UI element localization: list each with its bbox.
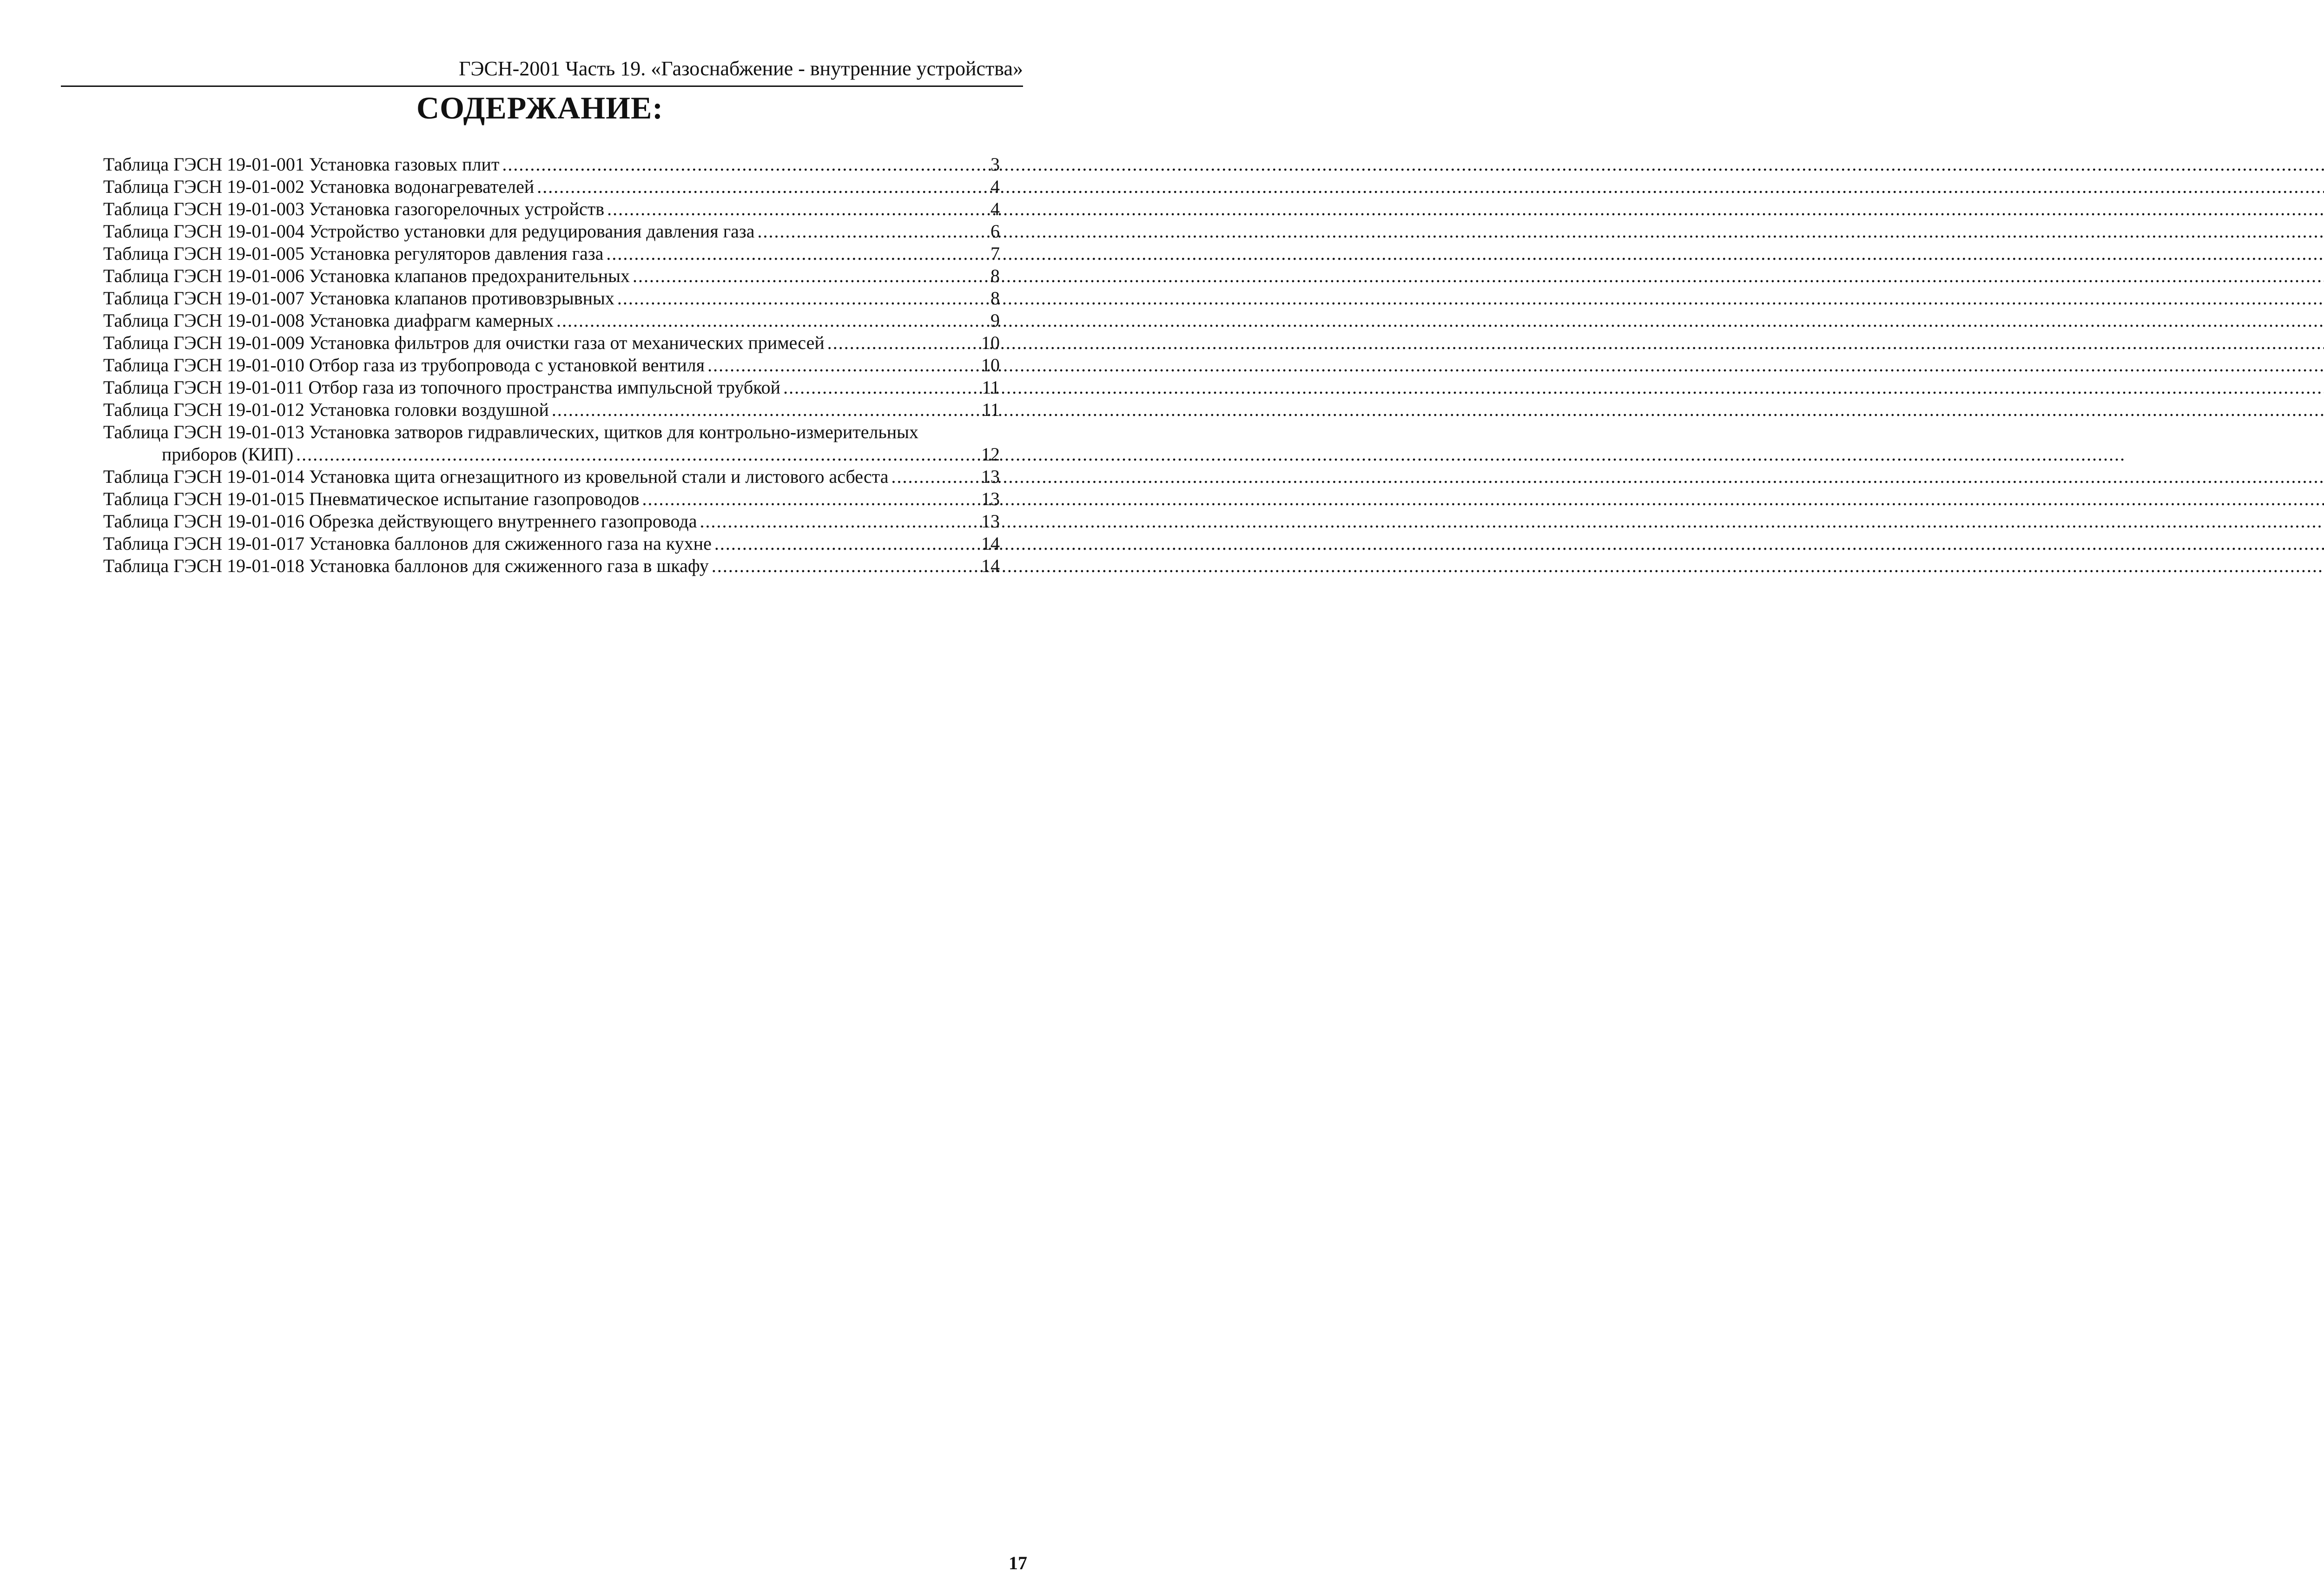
toc-entry-page: 13 xyxy=(981,488,1000,509)
dot-leader xyxy=(891,466,978,488)
toc-entry-label: Таблица ГЭСН 19-01-007 Установка клапанов противовзрывных xyxy=(103,288,614,309)
toc-entry[interactable] xyxy=(103,243,1000,265)
toc-entry-label: Таблица ГЭСН 19-01-015 Пневматическое испытание газопроводов xyxy=(103,488,640,509)
running-header xyxy=(61,57,1023,87)
toc-entry-label: Таблица ГЭСН 19-01-001 Установка газовых плит xyxy=(103,154,500,175)
dot-leader xyxy=(556,309,978,332)
dot-leader xyxy=(827,332,978,354)
dot-leader xyxy=(783,376,978,399)
dot-leader xyxy=(707,354,978,376)
toc-entry[interactable] xyxy=(103,376,1000,399)
toc-entry-page: 14 xyxy=(981,555,1000,576)
toc-entry[interactable] xyxy=(103,510,1000,533)
toc-entry-page: 6 xyxy=(990,221,1000,242)
toc-entry-label: Таблица ГЭСН 19-01-018 Установка баллонов для сжиженного газа в шкафу xyxy=(103,555,709,576)
toc-entry-label: Таблица ГЭСН 19-01-014 Установка щита огнезащитного из кровельной стали и листового асбеста xyxy=(103,466,889,487)
toc-entry-page: 7 xyxy=(990,243,1000,264)
toc-entry-label: Таблица ГЭСН 19-01-012 Установка головки воздушной xyxy=(103,399,549,420)
table-of-contents xyxy=(103,153,1000,577)
dot-leader xyxy=(606,243,978,265)
toc-entry-page: 10 xyxy=(981,355,1000,375)
toc-entry-page: 13 xyxy=(981,511,1000,532)
toc-entry-page: 3 xyxy=(990,154,1000,175)
toc-entry-label: Таблица ГЭСН 19-01-016 Обрезка действующего внутреннего газопровода xyxy=(103,511,697,532)
toc-entry-page: 11 xyxy=(982,377,1000,398)
page-number: 17 xyxy=(1009,1553,1027,1573)
toc-entry[interactable] xyxy=(103,533,1000,555)
toc-entry-label: Таблица ГЭСН 19-01-003 Установка газогорелочных устройств xyxy=(103,198,605,219)
dot-leader xyxy=(700,510,978,533)
toc-entry[interactable] xyxy=(103,466,1000,488)
dot-leader xyxy=(633,265,978,287)
page-title: СОДЕРЖАНИЕ: xyxy=(416,90,664,125)
dot-leader xyxy=(537,176,978,198)
running-header-text: ГЭСН-2001 Часть 19. «Газоснабжение - внутренние устройства» xyxy=(459,57,1023,80)
toc-entry-page: 8 xyxy=(990,288,1000,309)
toc-entry[interactable] xyxy=(103,488,1000,510)
dot-leader xyxy=(617,287,978,309)
toc-entry-label: Таблица ГЭСН 19-01-017 Установка баллонов для сжиженного газа на кухне xyxy=(103,533,712,554)
toc-entry-label: Таблица ГЭСН 19-01-006 Установка клапанов предохранительных xyxy=(103,265,630,286)
toc-entry-page: 12 xyxy=(981,444,1000,465)
toc-entry-page: 11 xyxy=(982,399,1000,420)
toc-entry[interactable] xyxy=(103,176,1000,198)
toc-entry[interactable] xyxy=(103,332,1000,354)
toc-entry-label: Таблица ГЭСН 19-01-004 Устройство установки для редуцирования давления газа xyxy=(103,221,755,242)
toc-entry-line2 xyxy=(103,443,1000,466)
dot-leader xyxy=(552,399,978,421)
toc-entry-page: 9 xyxy=(990,310,1000,331)
toc-entry[interactable] xyxy=(103,265,1000,287)
toc-entry-page: 4 xyxy=(990,198,1000,219)
toc-entry-page: 14 xyxy=(981,533,1000,554)
toc-entry-page: 4 xyxy=(990,176,1000,197)
toc-entry[interactable] xyxy=(103,153,1000,176)
toc-entry-multiline[interactable] xyxy=(103,421,1000,466)
toc-entry[interactable] xyxy=(103,287,1000,309)
toc-entry[interactable] xyxy=(103,220,1000,243)
toc-entry-label: Таблица ГЭСН 19-01-010 Отбор газа из трубопровода с установкой вентиля xyxy=(103,355,705,375)
dot-leader xyxy=(296,443,978,466)
toc-entry[interactable] xyxy=(103,555,1000,577)
toc-entry[interactable] xyxy=(103,309,1000,332)
toc-entry[interactable] xyxy=(103,354,1000,376)
dot-leader xyxy=(712,555,978,577)
dot-leader xyxy=(714,533,978,555)
dot-leader xyxy=(502,153,978,176)
toc-entry-label: Таблица ГЭСН 19-01-005 Установка регуляторов давления газа xyxy=(103,243,604,264)
toc-entry-page: 10 xyxy=(981,332,1000,353)
dot-leader xyxy=(607,198,978,220)
toc-entry-label-line2: приборов (КИП) xyxy=(162,444,294,465)
toc-entry-label: Таблица ГЭСН 19-01-011 Отбор газа из топочного пространства импульсной трубкой xyxy=(103,377,781,398)
toc-entry-page: 8 xyxy=(990,265,1000,286)
dot-leader xyxy=(757,220,978,243)
toc-entry[interactable] xyxy=(103,399,1000,421)
toc-entry-label-line1: Таблица ГЭСН 19-01-013 Установка затворов гидравлических, щитков для контрольно-измерительных xyxy=(103,421,918,442)
toc-entry[interactable] xyxy=(103,198,1000,220)
toc-entry-page: 13 xyxy=(981,466,1000,487)
toc-entry-label: Таблица ГЭСН 19-01-008 Установка диафрагм камерных xyxy=(103,310,554,331)
toc-entry-label: Таблица ГЭСН 19-01-009 Установка фильтров для очистки газа от механических примесей xyxy=(103,332,825,353)
dot-leader xyxy=(642,488,978,510)
toc-entry-label: Таблица ГЭСН 19-01-002 Установка водонагревателей xyxy=(103,176,535,197)
